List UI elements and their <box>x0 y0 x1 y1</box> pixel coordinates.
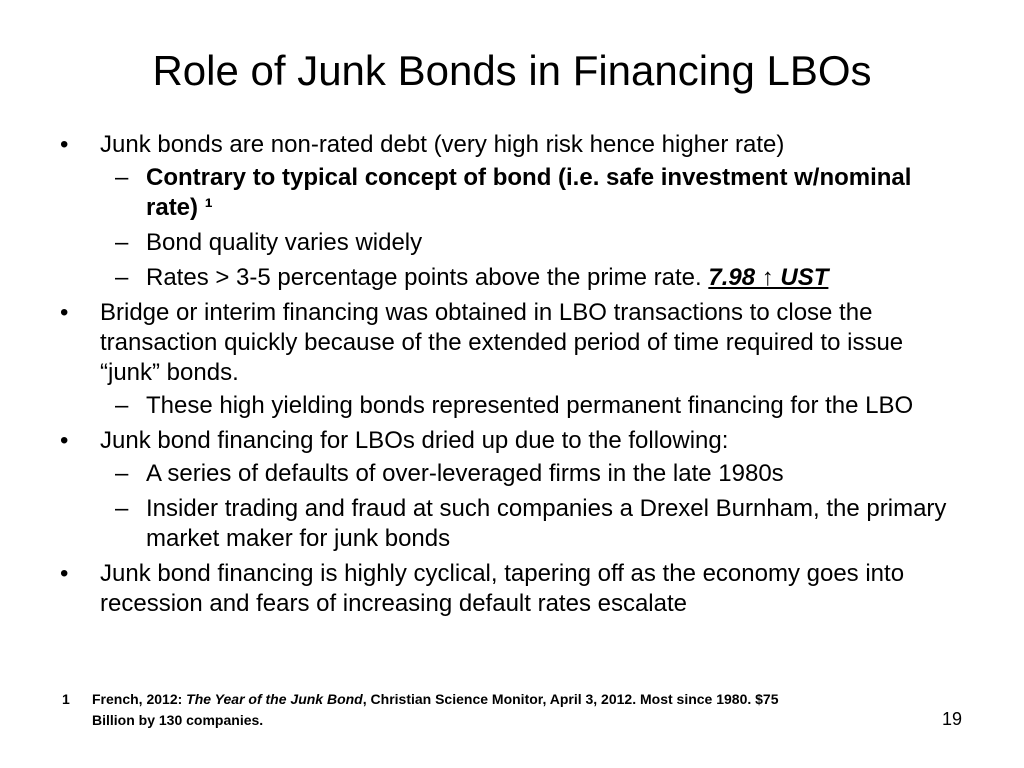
sub-bullet-text: These high yielding bonds represented permanent financing for the LBO <box>146 392 914 419</box>
sub-bullet-text: Bond quality varies widely <box>146 229 423 256</box>
sub-bullet-item <box>0 228 1024 258</box>
footnote <box>62 689 942 731</box>
sub-bullet-item <box>0 459 1024 489</box>
sub-bullet-text: Rates > 3-5 percentage points above the prime rate. <box>146 264 709 291</box>
dash-marker: – <box>115 495 129 522</box>
dash-marker: – <box>115 264 129 291</box>
dash-marker: – <box>115 164 129 191</box>
footnote-rest: , Christian Science Monitor, April 3, 2012. Most since 1980. $75 <box>362 691 779 707</box>
bullet-item <box>0 130 1024 160</box>
dash-marker: – <box>115 392 129 419</box>
bullet-text: Junk bond financing is highly cyclical, tapering off as the economy goes into recession and fears of increasing default rates escalate <box>100 560 905 617</box>
footnote-publication-title: The Year of the Junk Bond <box>186 691 363 707</box>
sub-bullet-text: Insider trading and fraud at such companies a Drexel Burnham, the primary market maker for junk bonds <box>146 495 947 552</box>
sub-bullet-text: A series of defaults of over-leveraged firms in the late 1980s <box>146 460 784 487</box>
bullet-item <box>0 559 1024 619</box>
rate-highlight: 7.98 ↑ UST <box>708 264 829 291</box>
sub-bullet-item <box>0 494 1024 554</box>
page-number: 19 <box>942 709 963 729</box>
sub-bullet-item <box>0 263 1024 293</box>
sub-bullet-text: Contrary to typical concept of bond (i.e. safe investment w/nominal rate) ¹ <box>146 164 912 221</box>
bullet-marker: • <box>60 560 69 587</box>
bullet-item <box>0 298 1024 388</box>
footnote-line-2: Billion by 130 companies. <box>92 712 264 728</box>
bullet-text: Junk bond financing for LBOs dried up due to the following: <box>100 427 729 454</box>
dash-marker: – <box>115 460 129 487</box>
footnote-line-1 <box>62 689 942 710</box>
dash-marker: – <box>115 229 129 256</box>
bullet-marker: • <box>60 427 69 454</box>
sub-bullet-item <box>0 391 1024 421</box>
bullet-list <box>0 130 1024 622</box>
bullet-text: Bridge or interim financing was obtained in LBO transactions to close the transaction quickly because of the extended period of time required to issue “junk” bonds. <box>100 299 904 386</box>
sub-bullet-item <box>0 163 1024 223</box>
bullet-text: Junk bonds are non-rated debt (very high risk hence higher rate) <box>100 131 785 158</box>
slide-title: Role of Junk Bonds in Financing LBOs <box>152 47 872 94</box>
footnote-prefix: French, 2012: <box>92 691 187 707</box>
bullet-item <box>0 426 1024 456</box>
footnote-number: 1 <box>62 691 70 707</box>
bullet-marker: • <box>60 131 69 158</box>
bullet-marker: • <box>60 299 69 326</box>
